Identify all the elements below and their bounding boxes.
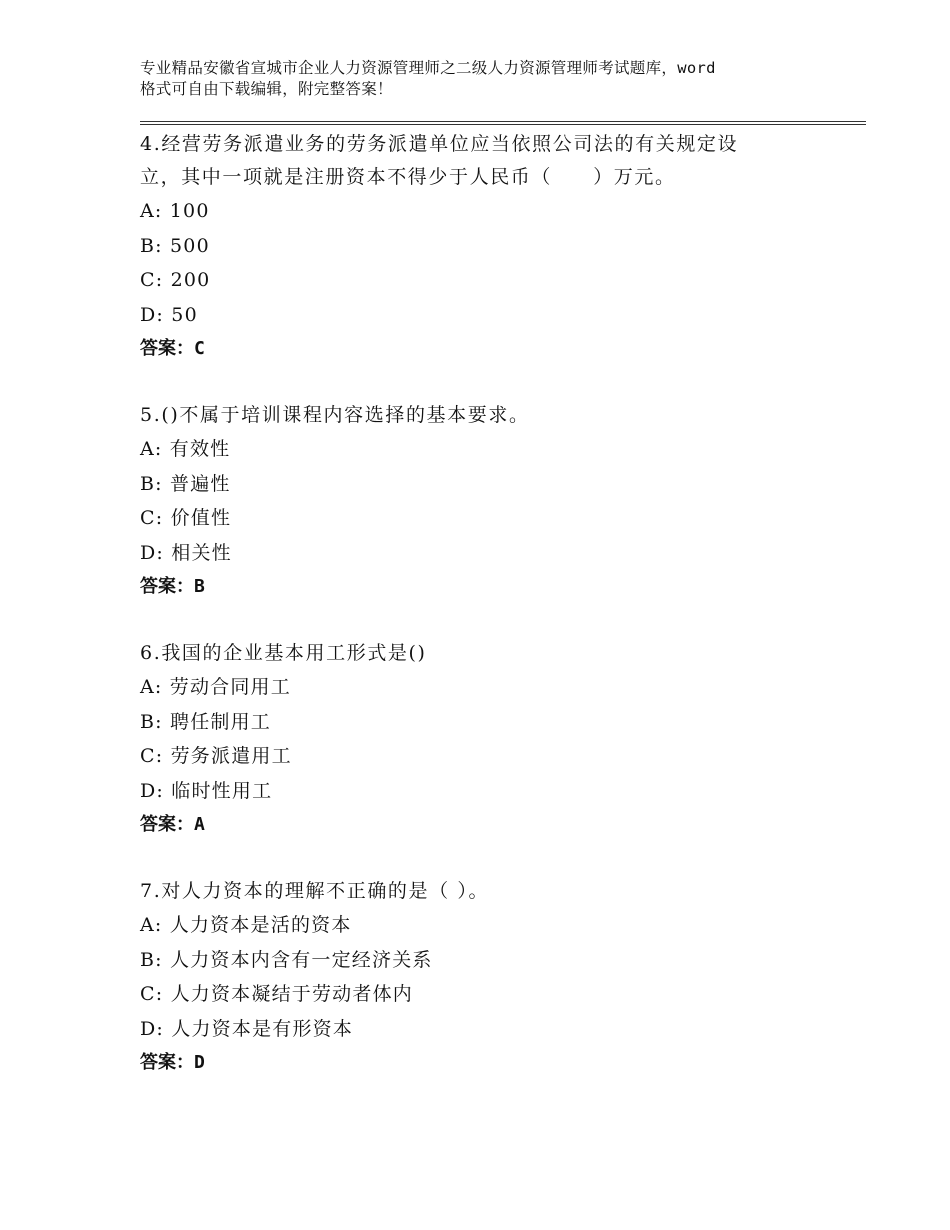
question-6 <box>140 637 866 842</box>
question-text: 7.对人力资本的理解不正确的是（ ）。 <box>140 880 490 902</box>
question-text-line-1: 4.经营劳务派遣业务的劳务派遣单位应当依照公司法的有关规定设 <box>140 133 739 155</box>
option-b: B: 普遍性 <box>140 472 231 495</box>
question-text-line-2: 立，其中一项就是注册资本不得少于人民币（ ）万元。 <box>140 166 676 188</box>
option-b: B: 500 <box>140 234 210 257</box>
answer: 答案：D <box>140 1052 205 1073</box>
header-line-1: 专业精品安徽省宣城市企业人力资源管理师之二级人力资源管理师考试题库，word <box>140 59 716 77</box>
option-a: A: 有效性 <box>140 438 231 460</box>
question-text: 5.()不属于培训课程内容选择的基本要求。 <box>140 404 530 426</box>
question-5 <box>140 399 866 604</box>
option-d: D: 人力资本是有形资本 <box>140 1017 354 1040</box>
option-a: A: 劳动合同用工 <box>140 676 291 698</box>
option-d: D: 临时性用工 <box>140 779 273 802</box>
option-a: A: 100 <box>140 200 210 222</box>
option-c: C: 劳务派遣用工 <box>140 745 292 767</box>
option-b: B: 人力资本内含有一定经济关系 <box>140 948 433 971</box>
header-line-2: 格式可自由下载编辑，附完整答案！ <box>140 80 393 98</box>
question-text <box>140 128 780 194</box>
question-text: 6.我国的企业基本用工形式是() <box>140 642 427 664</box>
answer: 答案：B <box>140 576 205 597</box>
question-4 <box>140 128 866 366</box>
option-d: D: 50 <box>140 303 198 326</box>
option-c: C: 200 <box>140 269 211 291</box>
answer: 答案：C <box>140 338 205 359</box>
question-7 <box>140 875 866 1080</box>
answer: 答案：A <box>140 814 205 835</box>
question-list <box>140 128 866 1113</box>
page-header <box>140 58 840 100</box>
option-a: A: 人力资本是活的资本 <box>140 914 352 936</box>
option-c: C: 人力资本凝结于劳动者体内 <box>140 983 413 1005</box>
header-divider <box>140 121 866 125</box>
option-c: C: 价值性 <box>140 507 232 529</box>
option-d: D: 相关性 <box>140 541 232 564</box>
option-b: B: 聘任制用工 <box>140 710 272 733</box>
